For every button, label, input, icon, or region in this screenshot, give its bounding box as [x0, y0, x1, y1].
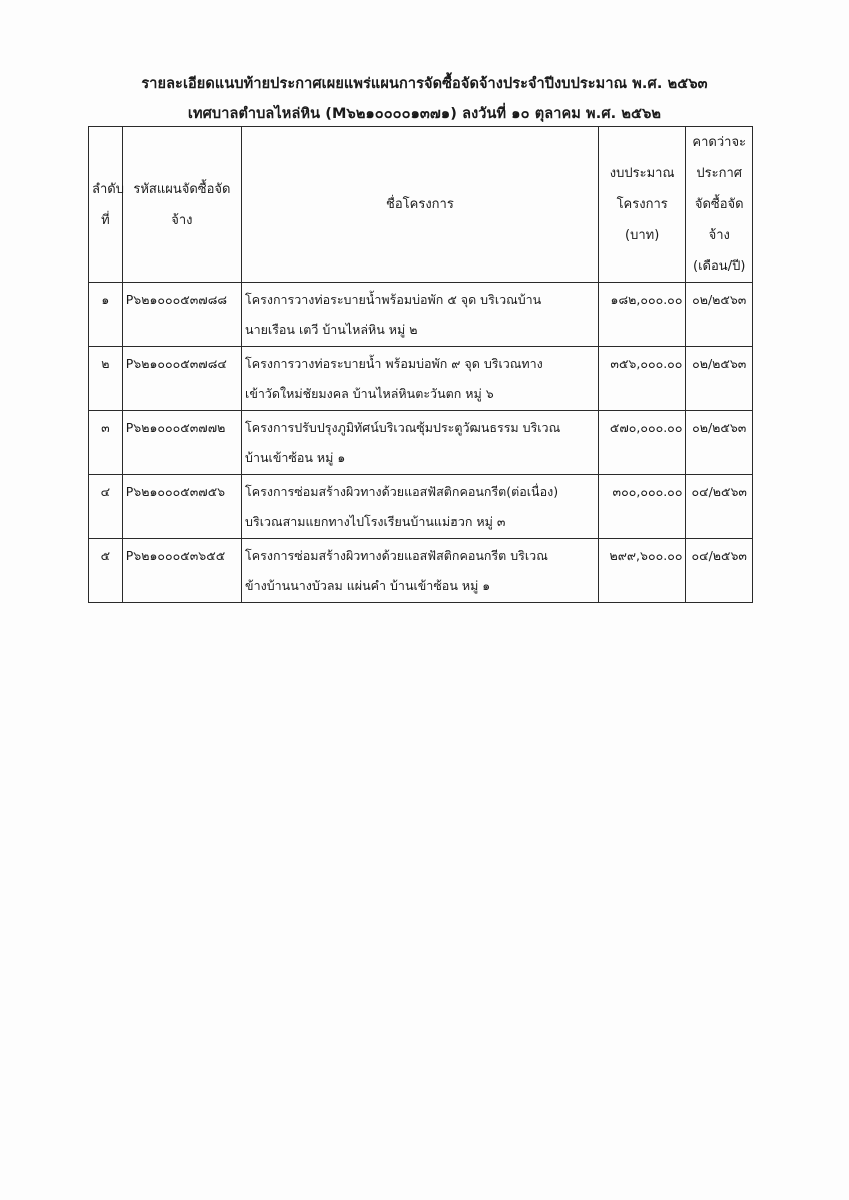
row-seq: ๑	[89, 283, 123, 347]
procurement-plan-table	[88, 126, 753, 603]
project-name-line: นายเรือน เตวี บ้านไหล่หิน หมู่ ๒	[245, 322, 418, 337]
header-seq-line: ลำดับ	[92, 181, 124, 197]
table-row	[89, 283, 753, 347]
project-name-line: โครงการวางท่อระบายน้ำพร้อมบ่อพัก ๕ จุด บริเวณบ้าน	[245, 292, 542, 307]
row-project-name	[242, 475, 599, 539]
row-project-name	[242, 411, 599, 475]
row-plan-code: P๖๒๑๐๐๐๕๓๖๕๕	[122, 539, 241, 603]
header-code-line: จ้าง	[171, 212, 193, 228]
project-name-line: โครงการวางท่อระบายน้ำ พร้อมบ่อพัก ๙ จุด บริเวณทาง	[245, 356, 543, 371]
header-month-line: จ้าง	[708, 228, 730, 243]
row-seq: ๓	[89, 411, 123, 475]
header-name	[242, 127, 599, 283]
header-name-line: ชื่อโครงการ	[386, 197, 454, 212]
project-name-line: โครงการปรับปรุงภูมิทัศน์บริเวณซุ้มประตูวัฒนธรรม บริเวณ	[245, 420, 561, 435]
project-name-line: โครงการซ่อมสร้างผิวทางด้วยแอสฟัสติกคอนกรีต บริเวณ	[245, 548, 548, 563]
row-month: ๐๔/๒๕๖๓	[686, 475, 753, 539]
row-month: ๐๒/๒๕๖๓	[686, 347, 753, 411]
project-name-line: โครงการซ่อมสร้างผิวทางด้วยแอสฟัสติกคอนกรีต(ต่อเนื่อง)	[245, 484, 559, 499]
header-budget-line: งบประมาณ	[609, 166, 675, 181]
row-month: ๐๔/๒๕๖๓	[686, 539, 753, 603]
project-name-line: ข้างบ้านนางบัวลม แผ่นคำ บ้านเข้าซ้อน หมู่ ๑	[245, 578, 491, 593]
table-header-row	[89, 127, 753, 283]
project-name-line: เข้าวัดใหม่ชัยมงคล บ้านไหล่หินตะวันตก หมู่ ๖	[245, 386, 494, 401]
row-budget: ๑๘๒,๐๐๐.๐๐	[598, 283, 686, 347]
row-seq: ๒	[89, 347, 123, 411]
project-name-line: บ้านเข้าซ้อน หมู่ ๑	[245, 450, 346, 465]
row-budget: ๓๐๐,๐๐๐.๐๐	[598, 475, 686, 539]
document-title: รายละเอียดแนบท้ายประกาศเผยแพร่แผนการจัดซื้อจัดจ้างประจำปีงบประมาณ พ.ศ. ๒๕๖๓	[141, 76, 708, 92]
header-month-line: คาดว่าจะ	[692, 135, 747, 150]
row-budget: ๓๕๖,๐๐๐.๐๐	[598, 347, 686, 411]
table-row	[89, 475, 753, 539]
document-subtitle: เทศบาลตำบลไหล่หิน (M๖๒๑๐๐๐๐๑๓๗๑) ลงวันที่ ๑๐ ตุลาคม พ.ศ. ๒๕๖๒	[187, 106, 662, 122]
row-month: ๐๒/๒๕๖๓	[686, 283, 753, 347]
header-code	[122, 127, 241, 283]
header-month	[686, 127, 753, 283]
header-code-line: รหัสแผนจัดซื้อจัด	[133, 181, 231, 197]
header-budget	[598, 127, 686, 283]
header-month-line: จัดซื้อจัด	[694, 197, 744, 212]
header-month-line: ประกาศ	[696, 166, 743, 181]
row-plan-code: P๖๒๑๐๐๐๕๓๗๕๖	[122, 475, 241, 539]
row-plan-code: P๖๒๑๐๐๐๕๓๗๘๘	[122, 283, 241, 347]
header-seq	[89, 127, 123, 283]
row-seq: ๕	[89, 539, 123, 603]
row-budget: ๕๗๐,๐๐๐.๐๐	[598, 411, 686, 475]
table-row	[89, 539, 753, 603]
header-budget-line: โครงการ	[616, 197, 668, 212]
row-budget: ๒๙๙,๖๐๐.๐๐	[598, 539, 686, 603]
row-month: ๐๒/๒๕๖๓	[686, 411, 753, 475]
row-project-name	[242, 539, 599, 603]
row-seq: ๔	[89, 475, 123, 539]
row-plan-code: P๖๒๑๐๐๐๕๓๗๘๔	[122, 347, 241, 411]
table-row	[89, 411, 753, 475]
header-month-line: (เดือน/ปี)	[693, 259, 746, 274]
row-project-name	[242, 283, 599, 347]
table-row	[89, 347, 753, 411]
row-project-name	[242, 347, 599, 411]
row-plan-code: P๖๒๑๐๐๐๕๓๗๗๒	[122, 411, 241, 475]
project-name-line: บริเวณสามแยกทางไปโรงเรียนบ้านแม่ฮวก หมู่ ๓	[245, 514, 506, 529]
header-seq-line: ที่	[101, 212, 110, 228]
header-budget-line: (บาท)	[625, 228, 660, 243]
